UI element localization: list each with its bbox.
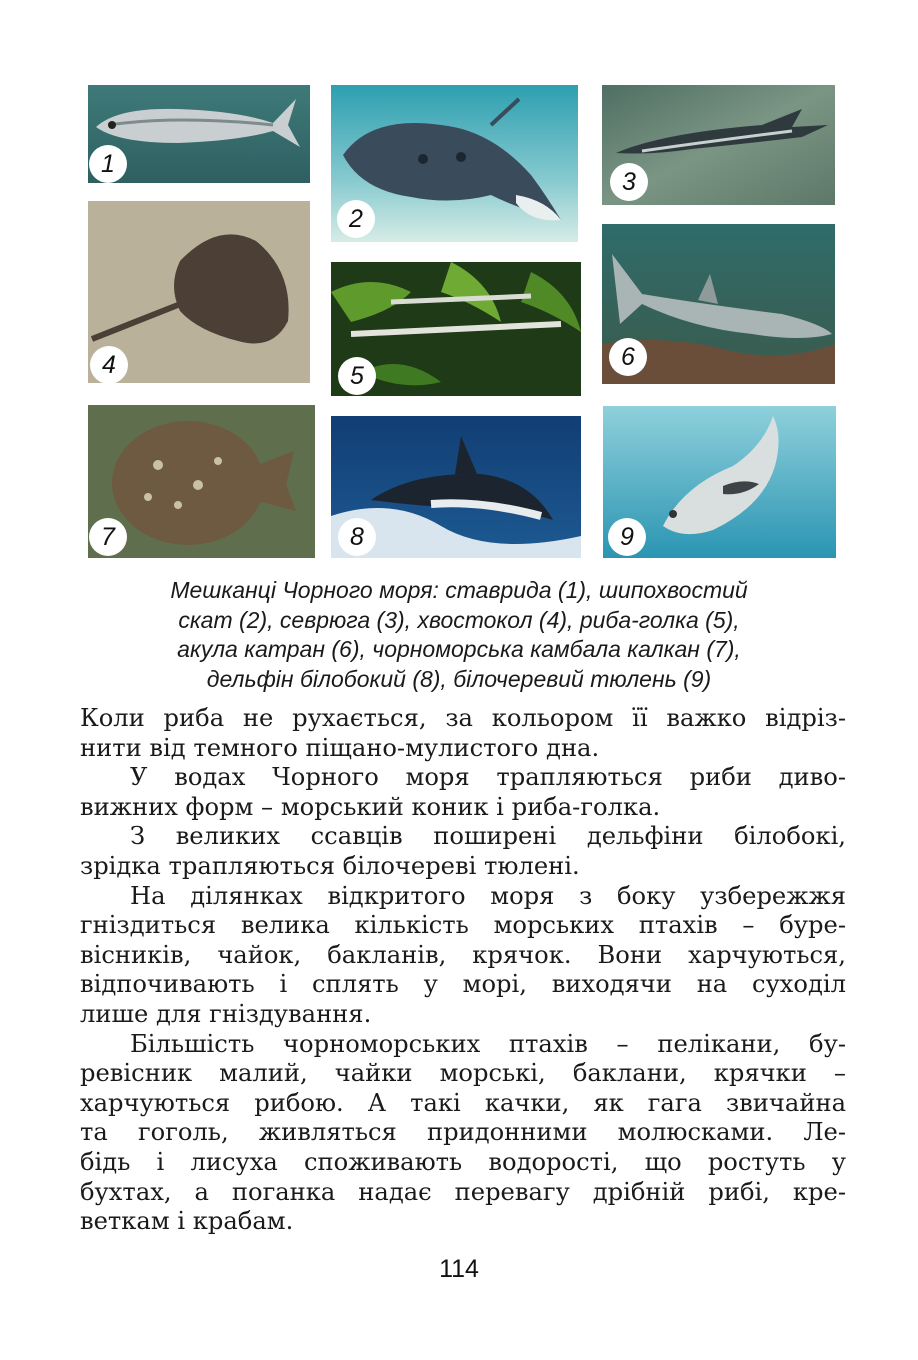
text-line: вісників, чайок, бакланів, крячок. Вони харчуються, xyxy=(80,940,846,969)
text-line: лише для гніздування. xyxy=(80,999,372,1028)
text-line: У водах Чорного моря трапляються риби диво- xyxy=(130,763,846,792)
text-line: Більшість чорноморських птахів – пелікани, бу- xyxy=(130,1029,846,1058)
text-line: та гоголь, живляться придонними молюсками. Ле- xyxy=(80,1118,846,1147)
text-line: зрідка трапляються білочереві тюлені. xyxy=(80,851,580,880)
text-line: ревісник малий, чайки морські, баклани, крячки – xyxy=(80,1059,846,1088)
photo-number-2: 2 xyxy=(337,200,375,238)
text-line: бідь і лисуха споживають водорості, що ростуть у xyxy=(80,1147,846,1176)
text-line: нити від темного піщано-мулистого дна. xyxy=(80,733,600,762)
photo-number-3: 3 xyxy=(610,163,648,201)
text-line: гніздиться велика кількість морських птахів – буре- xyxy=(80,911,846,940)
text-line: З великих ссавців поширені дельфіни білобокі, xyxy=(130,822,846,851)
text-line: харчуються рибою. А такі качки, як гага звичайна xyxy=(80,1088,846,1117)
photo-number-9: 9 xyxy=(608,518,646,556)
photo-number-8: 8 xyxy=(338,518,376,556)
caption-line: скат (2), севрюга (3), хвостокол (4), риба-голка (5), xyxy=(178,606,740,633)
text-line: На ділянках відкритого моря з боку узбережжя xyxy=(130,881,846,910)
text-line: вижних форм – морський коник і риба-голка. xyxy=(80,792,661,821)
caption-line: Мешканці Чорного моря: ставрида (1), шипохвостий xyxy=(170,577,748,603)
figure-caption xyxy=(60,576,858,694)
photo-number-6: 6 xyxy=(609,338,647,376)
photo-number-1: 1 xyxy=(89,145,127,183)
text-line: відпочивають і сплять у морі, виходячи на суходіл xyxy=(80,970,846,999)
text-line: Коли риба не рухається, за кольором її важко відріз- xyxy=(80,704,846,732)
photo-number-4: 4 xyxy=(90,346,128,384)
page-number: 114 xyxy=(439,1255,479,1283)
caption-line: акула катран (6), чорноморська камбала калкан (7), xyxy=(177,636,741,662)
text-line: веткам і крабам. xyxy=(80,1207,294,1236)
photo-number-7: 7 xyxy=(89,518,127,556)
caption-line: дельфін білобокий (8), білочеревий тюлень (9) xyxy=(206,665,712,692)
body-text xyxy=(80,704,846,1237)
photo-number-5: 5 xyxy=(338,357,376,395)
text-line: бухтах, а поганка надає перевагу дрібній рибі, кре- xyxy=(80,1177,846,1206)
